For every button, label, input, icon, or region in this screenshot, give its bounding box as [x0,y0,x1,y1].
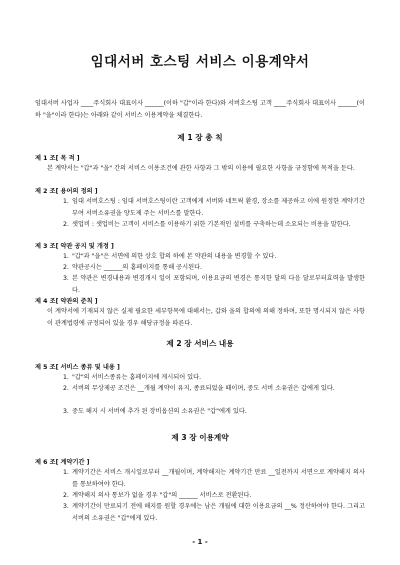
item-text: 계약기간이 만료되기 전에 해지를 원할 경우에는 남은 개월에 대한 이용요금의 __% 정산하여야 한다. 그리고 서버의 소유권은 "갑"에게 있다. [72,503,365,522]
article-5-item [63,406,365,418]
article-1-body: 본 계약서는 "갑"과 "을" 간의 서비스 이용조건에 관한 사항과 그 밖의 이용에 필요한 사항을 규정함에 목적을 둔다. [47,165,355,172]
article-4-title: 제 4 조[ 약관의 준칙 ] [35,298,98,305]
item-number: 1. [63,253,69,260]
item-number: 2. [63,221,69,228]
item-number: 1. [63,374,69,381]
article-3-item [63,251,365,263]
article-2-title: 제 2 조[ 용어의 정의 ] [35,188,98,195]
item-text: 약관공시는 ______의 홈페이지를 통해 공시된다. [72,264,203,271]
article-2-item [63,196,365,219]
article-6-title: 제 6 조[ 계약기간 ] [35,459,90,466]
item-text: "갑"과 "을"은 서면에 의한 상호 합의 하에 본 약관의 내용을 변경할 수 있다. [72,253,277,260]
article-4-body: 이 계약서에 기재되지 않은 실제 필요한 세부항목에 대해서는, 갑와 을의 합의에 의해 정하며, 또한 명시되지 않은 사항이 관계법령에 규정되어 있을 경우 해당규정을 따른다. [47,308,365,327]
article-3-item [63,262,365,274]
article-5-title: 제 5 조[ 서비스 종류 및 내용 ] [35,364,120,371]
item-number: 1. [63,469,69,476]
item-number: 3. [63,408,69,415]
chapter-1-heading: 제 1 장 총 칙 [177,133,223,142]
article-3-title: 제 3 조[ 약관 공지 및 개정 ] [35,243,114,250]
item-text: 본 약관은 변경내용과 변경개시 일이 포함되며, 이용요금의 변경은 통지한 달의 다음 달로부터효력을 발생한다. [72,275,365,294]
item-text: 임대 서버호스팅 : 임대 서버호스팅이란 고객에게 서버와 네트웍 환경, 장소를 제공하고 이에 원정한 계약기간 부여 서버소유권을 양도제 주는 서비스를 말한다. [72,198,365,217]
article-5-item [63,383,365,395]
article-5-item [63,372,365,384]
chapter-3-heading: 제 3 장 이용계약 [171,433,229,442]
item-text: 셋업비 : 셋업비는 고객이 서비스를 이용하기 위한 기본적인 설비를 구축하는데 소요되는 비용을 말한다. [72,221,351,228]
item-number: 3. [63,503,69,510]
article-6-item [63,467,365,490]
article-6-item [63,501,365,524]
item-number: 2. [63,264,69,271]
item-number: 2. [63,385,69,392]
item-text: 계약해지 의사 통보가 없을 경우 "갑"의 ______ 서비스로 전환된다. [72,492,252,499]
article-3-item [63,273,365,296]
item-text: "갑"의 서비스종류는 홈페이지에 게시되어 있다. [72,374,202,381]
item-number: 3. [63,275,69,282]
intro-paragraph: 임대서버 사업자 ____주식회사 대표이사 ______(이하 "갑"이라 한다)와 서버호스팅 고객 ____주식회사 대표이사 ______(이하 "을"이라 한다)는 아래와 같이 서비스 이용계약을 체결한다. [35,100,365,119]
article-2-item [63,219,365,231]
item-text: 중도 해지 시 서버에 추가 된 장비옵션의 소유권은 "갑"에게 있다. [72,408,247,415]
chapter-2-heading: 제 2 장 서비스 내용 [166,339,234,348]
article-1-title: 제 1 조[ 목 적 ] [35,155,80,162]
item-text: 서버의 무상제공 조건은 __개월 계약이 유지, 종료되었을 때이며, 중도 서버 소유권은 갑에게 있다. [72,385,335,392]
article-6-item [63,490,365,502]
item-text: 계약기간은 서비스 개시일로부터 __개월이며, 계약해지는 계약기간 만료 __일전까지 서면으로 계약해지 의사를 통보하여야 한다. [72,469,365,488]
document-title: 임대서버 호스팅 서비스 이용계약서 [90,54,310,70]
item-number: 2. [63,492,69,499]
item-number: 1. [63,198,69,205]
page-number: - 1 - [192,538,208,546]
